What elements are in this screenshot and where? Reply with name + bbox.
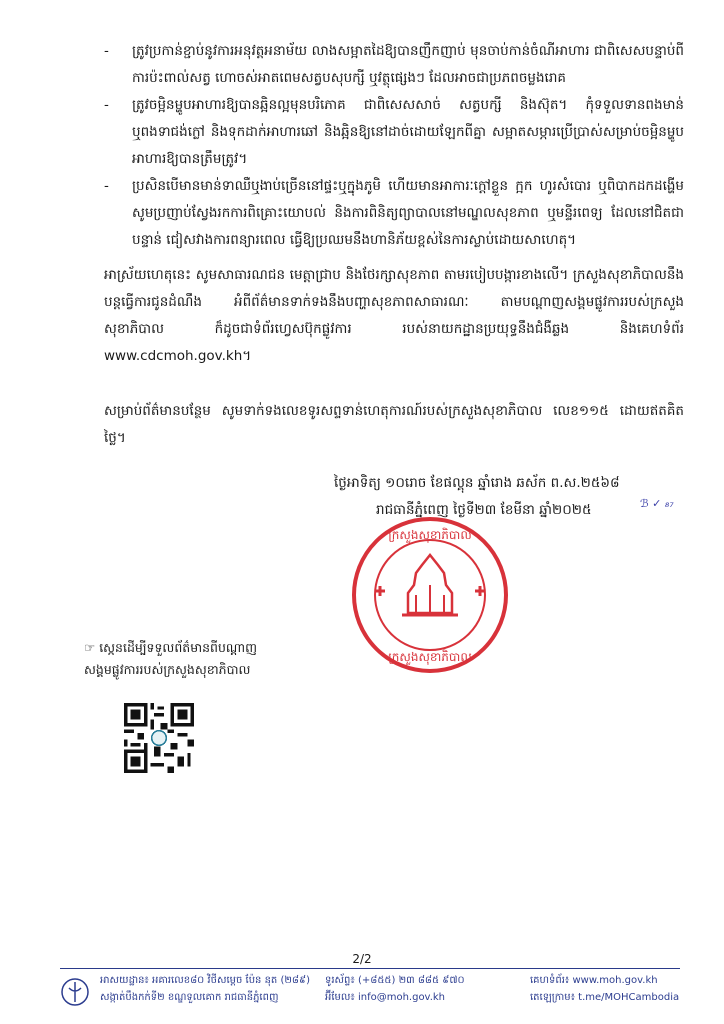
list-item: - ត្រូវប្រកាន់ខ្ជាប់នូវការអនុវត្តអនាម័យ លាងសម្អាតដៃឱ្យបានញឹកញាប់ មុនចាប់កាន់ចំណីអាហារ ជាពិសេសបន្ទាប់ពីការប៉ះពាល់សត្វ ហោចស់អាតពេមសត្វបសុបក្សី ឬវត្ថុផ្សេងៗ ដែលអាចជាប្រភពចម្លងរោគ <box>104 38 684 92</box>
list-item: - ប្រសិនបើមានមាន់ទាឈឺឬងាប់ច្រើននៅផ្ទះឬក្នុងភូមិ ហើយមានអាការៈក្តៅខ្លួន ក្អក ហូរសំបោរ ឬពិបាកដកដង្ហើម សូមប្រញាប់ស្វែងរកការពិគ្រោះយោបល់ និងការពិនិត្យព្យាបាលនៅមណ្ឌលសុខភាព ឬមន្ទីរពេទ្យ ដែលនៅជិតជាបន្ទាន់ ជៀសវាងការពន្យារពេល ធ្វើឱ្យប្រឈមនឹងហានិភ័យខ្ពស់នៃការស្លាប់ដោយសាហេតុ។ <box>104 173 684 254</box>
hotline-paragraph: សម្រាប់ព័ត៌មានបន្ថែម សូមទាក់ទងលេខទូរសព្ទទាន់ហេតុការណ៍របស់ក្រសួងសុខាភិបាល លេខ១១៥ ដោយឥតគិតថ្លៃ។ <box>104 403 684 446</box>
notice-paragraph: អាស្រ័យហេតុនេះ សូមសាធារណជន មេត្តាជ្រាប និងថែរក្សាសុខភាព តាមរបៀបបង្ការខាងលើ។ ក្រសួងសុខាភិបាលនឹងបន្តធ្វើការជូនដំណឹង អំពីព័ត៌មានទាក់ទងនឹងបញ្ហាសុខភាពសាធារណៈ តាមបណ្តាញសង្គមផ្លូវការរបស់ក្រសួងសុខាភិបាល ក៏ដូចជាទំព័រហ្វេសប៊ុកផ្លូវការ របស់នាយកដ្ឋានប្រយុទ្ធនឹងជំងឺឆ្លង និងគេហទំព័រ www.cdcmoh.gov.kh។ <box>104 267 684 364</box>
pointing-hand-icon: ☞ <box>84 640 100 655</box>
bullet-dash: - <box>104 43 109 59</box>
precaution-list <box>104 38 684 254</box>
bullet-dash: - <box>104 97 109 113</box>
footer-email[interactable]: អ៊ីមែល៖ info@moh.gov.kh <box>325 992 446 1003</box>
qr-code[interactable] <box>124 703 194 773</box>
solar-date: រាជធានីភ្នំពេញ ថ្ងៃទី២៣ ខែមីនា ឆ្នាំ២០២៥ <box>376 502 592 518</box>
footer-divider <box>60 968 680 969</box>
bullet-dash: - <box>104 178 109 194</box>
footer-address-2: សង្កាត់បឹងកក់ទី២ ខណ្ឌទួលគោក រាជធានីភ្នំពេញ <box>100 992 279 1003</box>
footer-address: អាសយដ្ឋាន៖ អគារលេខ៨០ វិថីសម្ដេច ប៉ែន នុត (២៨៩) <box>100 975 310 986</box>
footer-telegram[interactable]: តេឡេក្រាម៖ t.me/MOHCambodia <box>530 992 680 1003</box>
list-item: - ត្រូវចម្អិនម្ហូបអាហារឱ្យបានឆ្អិនល្អមុនបរិភោគ ជាពិសេសសាច់ សត្វបក្សី និងស៊ុត។ កុំទទួលទានពងមាន់ ឬពងទាជង់ក្លៅ និងទុកដាក់អាហារឆៅ និងឆ្អិនឱ្យនៅដាច់ដោយឡែកពីគ្នា សម្អាតសម្ភារប្រើប្រាស់សម្រាប់ចម្អិនម្ហូបអាហារឱ្យបានត្រឹមត្រូវ។ <box>104 92 684 173</box>
ministry-seal <box>350 515 510 675</box>
footer-phone: ទូរស័ព្ទ៖ (+៨៥៥) ២៣ ៨៨៥ ៩៧០ <box>325 975 465 986</box>
ministry-logo-icon <box>60 974 90 1010</box>
seal-top-text: ក្រសួងសុខាភិបាល <box>388 528 472 542</box>
signature: ℬ ✓ ₈₇ <box>640 497 674 510</box>
qr-caption: ☞ ស្កេនដើម្បីទទួលព័ត៌មានពីបណ្តាញសង្គមផ្លូវការរបស់ក្រសួងសុខាភិបាល <box>84 640 258 677</box>
page-number: 2/2 <box>352 952 372 966</box>
lunar-date: ថ្ងៃអាទិត្យ ១០រោច ខែផល្គុន ឆ្នាំរោង ឆស័ក ព.ស.២៥៦៨ <box>334 475 620 491</box>
footer-website[interactable]: គេហទំព័រ៖ www.moh.gov.kh <box>530 975 658 986</box>
seal-bottom-text: ក្រសួងសុខាភិបាល <box>388 650 472 664</box>
